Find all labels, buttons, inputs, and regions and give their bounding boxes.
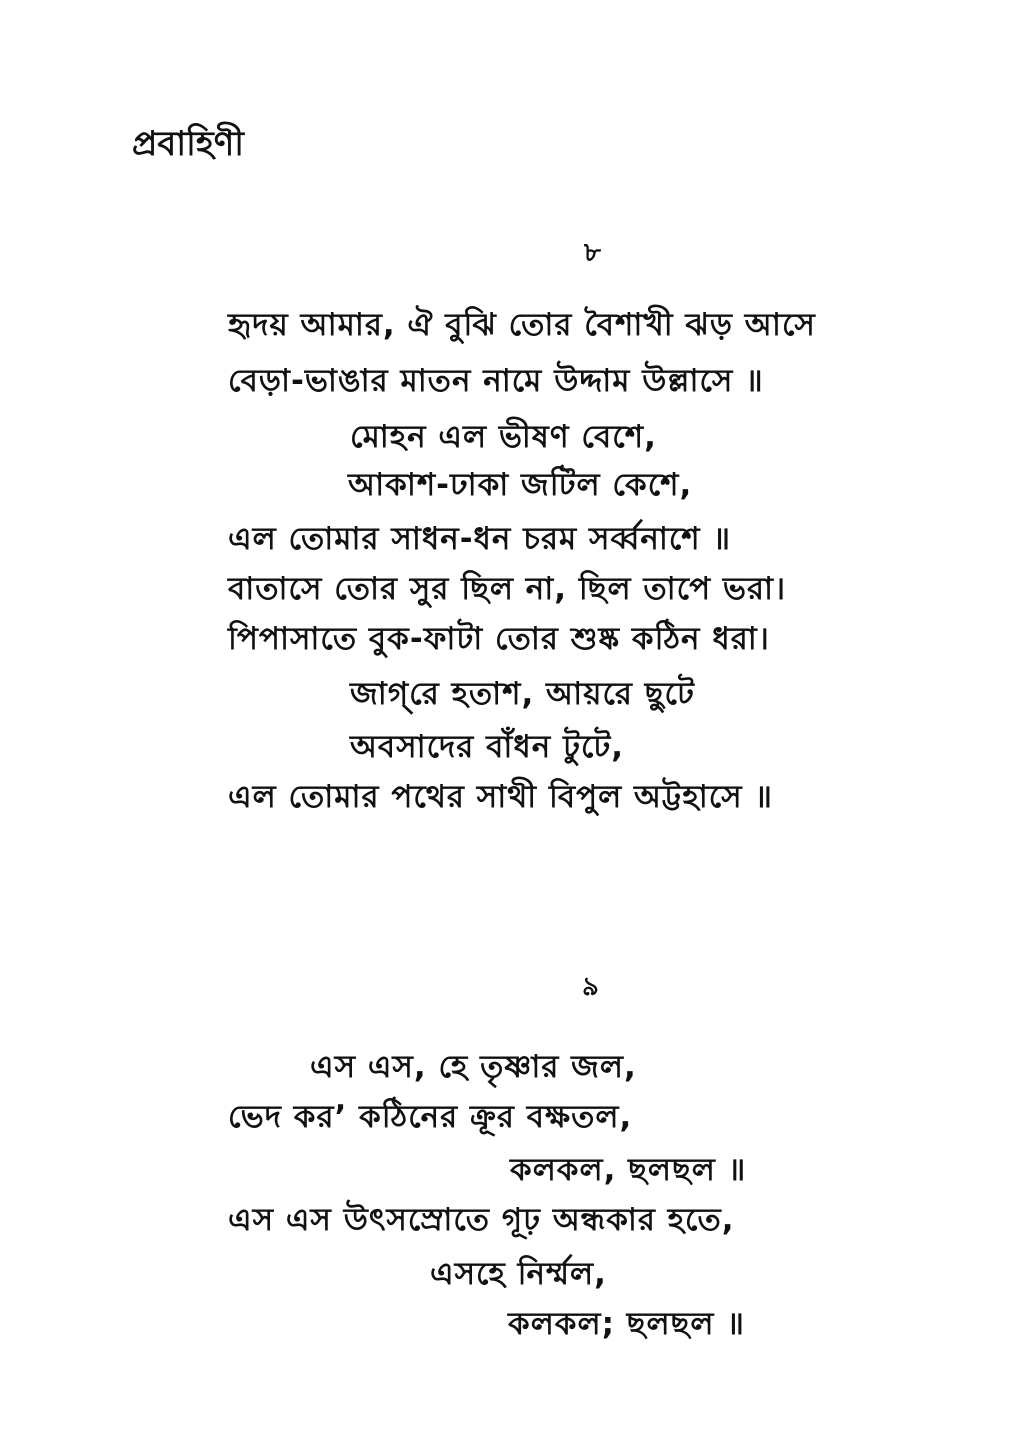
verse-line: হৃদয় আমার, ঐ বুঝি তোর বৈশাখী ঝড় আসে: [228, 307, 816, 343]
verse-line: বেড়া-ভাঙার মাতন নামে উদ্দাম উল্লাসে ॥: [228, 363, 764, 399]
verse-line: পিপাসাতে বুক-ফাটা তোর শুষ্ক কঠিন ধরা।: [228, 621, 770, 657]
verse-line: কলকল, ছলছল ॥: [510, 1152, 747, 1188]
song-number: ৮: [584, 238, 601, 268]
verse-line: জাগ্‌রে হতাশ, আয়রে ছুটে: [350, 676, 695, 712]
verse-line: এল তোমার সাধন-ধন চরম সর্ব্বনাশে ॥: [228, 521, 731, 557]
verse-line: ভেদ কর’ কঠিনের ক্রূর বক্ষতল,: [228, 1099, 633, 1135]
verse-line: এসহে নির্ম্মল,: [430, 1256, 607, 1292]
verse-line: এস এস উৎসস্রোতে গূঢ় অন্ধকার হতে,: [228, 1202, 735, 1238]
verse-line: কলকল; ছলছল ॥: [508, 1306, 745, 1342]
verse-line: এস এস, হে তৃষ্ণার জল,: [310, 1049, 637, 1085]
song-number: ৯: [582, 972, 599, 1002]
verse-line: অবসাদের বাঁধন টুটে,: [350, 729, 625, 765]
verse-line: এল তোমার পথের সাথী বিপুল অট্টহাসে ॥: [228, 779, 773, 815]
verse-line: বাতাসে তোর সুর ছিল না, ছিল তাপে ভরা।: [228, 571, 787, 607]
verse-line: আকাশ-ঢাকা জটিল কেশে,: [348, 467, 693, 503]
running-header-title: প্রবাহিণী: [132, 124, 245, 164]
verse-line: মোহন এল ভীষণ বেশে,: [350, 419, 657, 455]
